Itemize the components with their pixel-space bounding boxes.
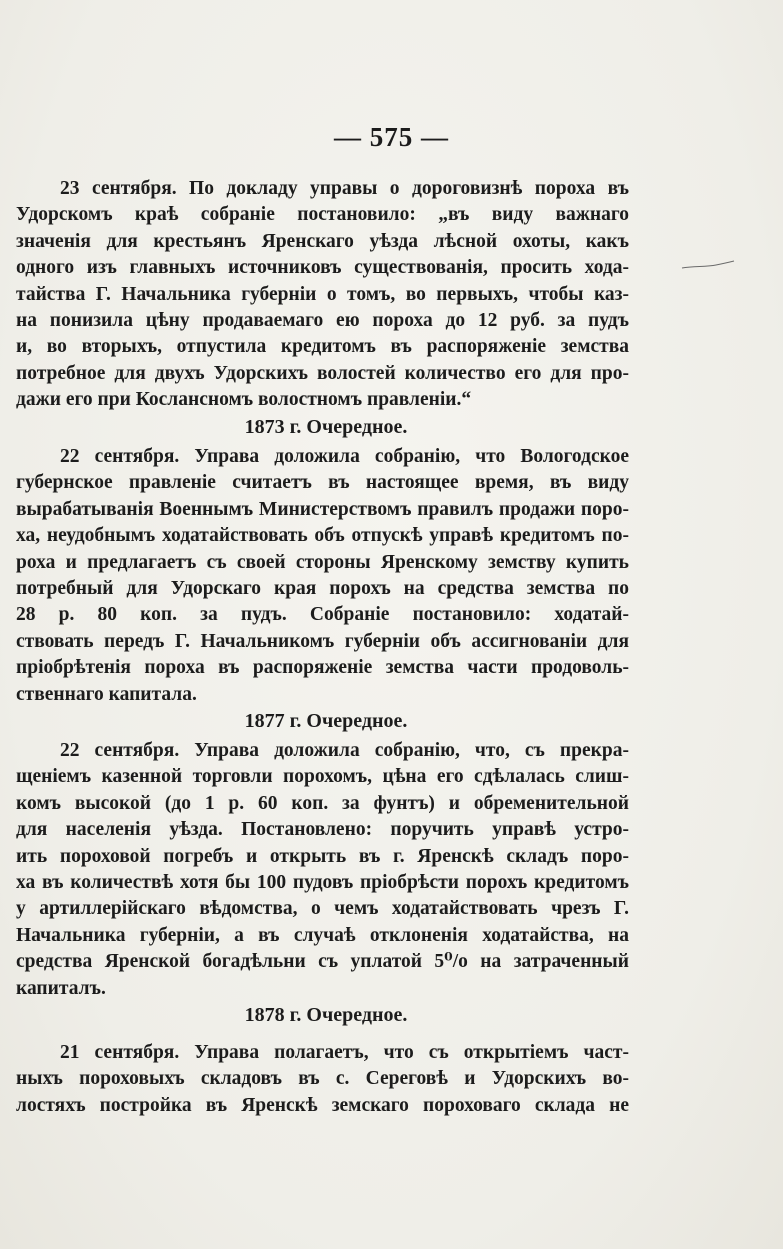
- text-line: 22 сентября. Управа доложила собранію, что, съ прекра-: [60, 740, 629, 761]
- text-line: ить пороховой погребъ и открыть въ г. Яренскѣ складъ поро-: [16, 845, 629, 867]
- text-line: одного изъ главныхъ источниковъ существованія, просить хода-: [16, 257, 629, 279]
- paragraph-sept-23: [16, 176, 629, 414]
- text-line: губернское правленіе считаетъ въ настоящее время, въ виду: [16, 472, 629, 494]
- text-line: для населенія уѣзда. Постановлено: поручить управѣ устро-: [16, 819, 629, 841]
- text-line: тайства Г. Начальника губерніи о томъ, во первыхъ, чтобы каз-: [16, 283, 629, 305]
- text-line: щеніемъ казенной торговли порохомъ, цѣна его сдѣлалась слиш-: [16, 766, 629, 788]
- section-heading-1877: 1877 г. Очередное.: [244, 710, 408, 732]
- section-heading-1878: 1878 г. Очередное.: [244, 1004, 408, 1026]
- text-line: комъ высокой (до 1 р. 60 коп. за фунтъ) и обременительной: [16, 792, 629, 814]
- text-line: 23 сентября. По докладу управы о дороговизнѣ пороха въ: [60, 178, 629, 199]
- text-line: ствовать передъ Г. Начальникомъ губерніи объ ассигнованіи для: [16, 630, 629, 652]
- text-line: значенія для крестьянъ Яренскаго уѣзда лѣсной охоты, какъ: [16, 230, 629, 252]
- text-line: ныхъ пороховыхъ складовъ въ с. Сереговѣ и Удорскихъ во-: [16, 1068, 629, 1090]
- text-line: Удорскомъ краѣ собраніе постановило: „въ виду важнаго: [16, 204, 629, 226]
- text-line: потребное для двухъ Удорскихъ волостей количество его для про-: [16, 362, 629, 384]
- text-line: вырабатыванія Военнымъ Министерствомъ правилъ продажи поро-: [16, 498, 629, 520]
- paragraph-1873: [16, 444, 629, 708]
- page-number: — 575 —: [334, 122, 449, 152]
- text-line: 21 сентября. Управа полагаетъ, что съ открытіемъ част-: [60, 1042, 629, 1063]
- text-line: 28 р. 80 коп. за пудъ. Собраніе постановило: ходатай-: [16, 604, 629, 626]
- text-line: лостяхъ постройка въ Яренскѣ земскаго пороховаго склада не: [16, 1094, 629, 1116]
- pencil-mark-icon: [680, 258, 736, 272]
- section-heading-1873: 1873 г. Очередное.: [244, 416, 408, 438]
- text-line: у артиллерійскаго вѣдомства, о чемъ ходатайствовать чрезъ Г.: [16, 898, 629, 920]
- text-line: и, во вторыхъ, отпустила кредитомъ въ распоряженіе земства: [16, 336, 629, 358]
- text-line: Начальника губерніи, а въ случаѣ отклоненія ходатайства, на: [16, 924, 629, 946]
- paragraph-1878: [16, 1040, 629, 1119]
- text-line: дажи его при Кослансномъ волостномъ правленіи.“: [16, 389, 472, 411]
- text-line: ственнаго капитала.: [16, 683, 197, 705]
- text-line: 22 сентября. Управа доложила собранію, что Вологодское: [60, 446, 629, 467]
- text-line: роха и предлагаетъ съ своей стороны Яренскому земству купить: [16, 551, 629, 573]
- text-line: потребный для Удорскаго края порохъ на средства земства по: [16, 577, 629, 599]
- text-line: капиталъ.: [16, 977, 106, 999]
- text-line: ха, неудобнымъ ходатайствовать объ отпускѣ управѣ кредитомъ по-: [16, 525, 629, 547]
- paragraph-1877: [16, 738, 629, 1002]
- text-line: на понизила цѣну продаваемаго ею пороха до 12 руб. за пудъ: [16, 309, 629, 331]
- text-line: ха въ количествѣ хотя бы 100 пудовъ пріобрѣсти порохъ кредитомъ: [16, 871, 629, 893]
- text-line: средства Яренской богадѣльни съ уплатой 5⁰/о на затраченный: [16, 951, 629, 973]
- text-line: пріобрѣтенія пороха въ распоряженіе земства части продоволь-: [16, 657, 629, 679]
